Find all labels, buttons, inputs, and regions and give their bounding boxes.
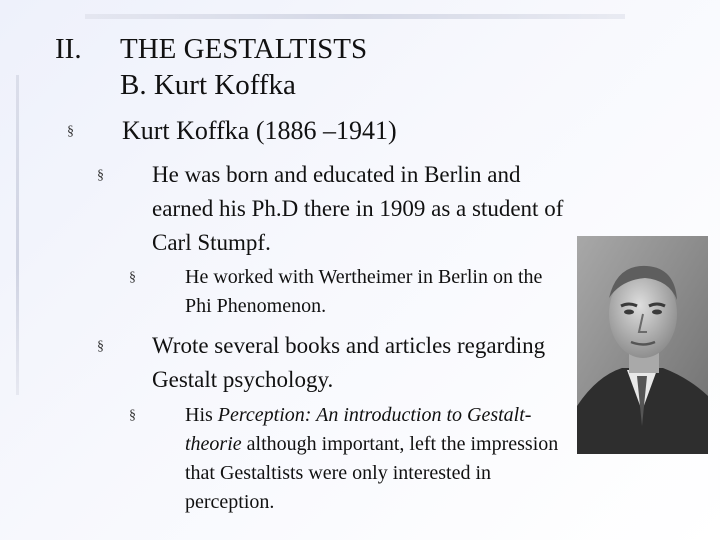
section-numeral: II. [55,33,82,65]
portrait-photo [577,236,708,454]
title-line-2: B. Kurt Koffka [120,69,296,101]
sub-point-2-text [185,401,570,517]
heading-text: Kurt Koffka (1886 –1941) [122,116,397,145]
book-title: Perception: An introduction to Gestalt-theorie [185,404,532,455]
portrait-illustration [577,236,708,454]
sub-point-1-text: He worked with Wertheimer in Berlin on the Phi Phenomenon. [185,266,543,317]
left-decoration-bar [16,75,19,395]
sub-point-2-rest: although important, left the impression that Gestaltists were only interested in perception. [185,433,559,513]
point-1-text: He was born and educated in Berlin and earned his Ph.D there in 1909 as a student of Carl Stumpf. [152,162,564,255]
top-decoration-bar [85,14,625,19]
bullet-icon: § [129,408,136,423]
slide-title [120,31,367,103]
title-line-1: THE GESTALTISTS [120,33,368,65]
point-2-text: Wrote several books and articles regarding Gestalt psychology. [152,333,546,392]
bullet-icon: § [67,124,74,139]
bullet-icon: § [129,270,136,285]
bullet-icon: § [97,339,104,354]
sub-point-2-prefix: His [185,404,218,426]
bullet-icon: § [97,168,104,183]
